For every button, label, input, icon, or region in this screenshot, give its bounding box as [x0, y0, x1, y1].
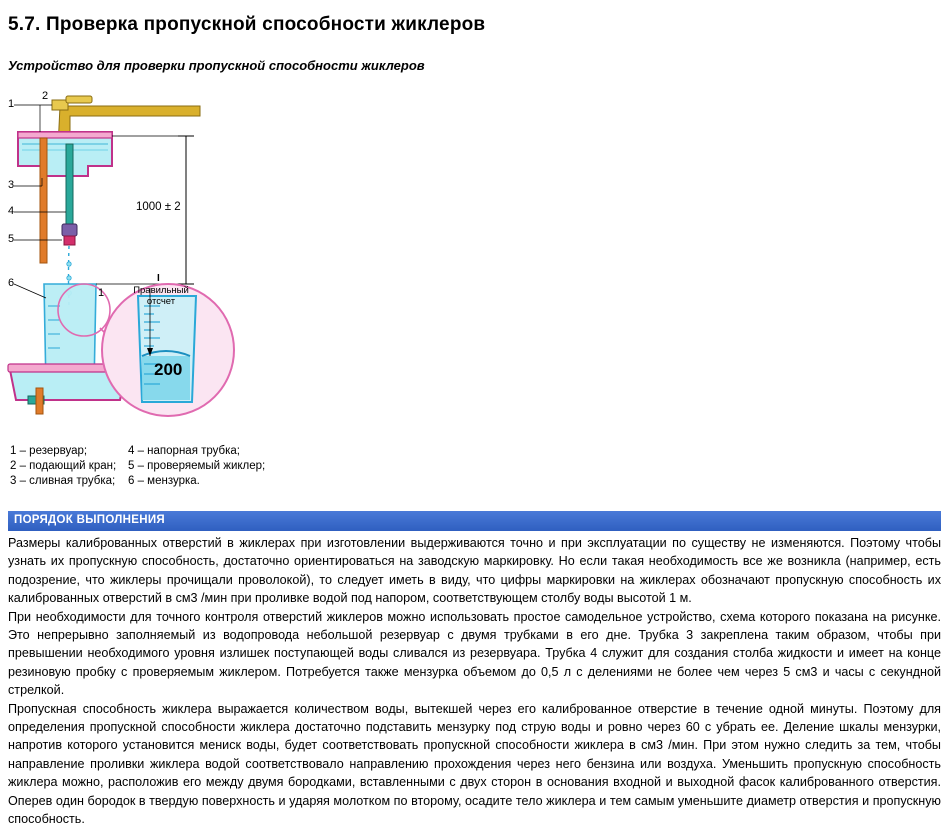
page-title: 5.7. Проверка пропускной способности жиклеров	[8, 14, 486, 35]
procedure-paragraph: Пропускная способность жиклера выражается количеством воды, вытекшей через его калиброванное отверстие в течение одной минуты. Поэтому для определения пропускной способности жиклера достаточно подставить мензурку под струю воды и ровно через 60 с убрать ее. Деление шкалы мензурки, напротив которого установится мениск воды, будет соответствовать пропускной способности жиклера в см3 /мин. При этом нужно следить за тем, чтобы направление проливки жиклера водой соответствовало направлению прохождения через него бензина или воздуха. Уменьшить пропускную способность жиклера можно, расположив его между двумя бородками, вставленными с двух сторон в основания входной и выходной фасок калиброванного отверстия. Оперев один бородок в твердую поверхность и ударяя молотком по второму, осадите тело жиклера и тем самым уменьшите диаметр отверстия и пропускную способность.	[8, 701, 941, 827]
legend-column-left	[10, 444, 128, 489]
figure-legend	[10, 444, 330, 489]
figure-callout-4: 4	[8, 205, 15, 217]
legend-item: 5 – проверяемый жиклер;	[128, 460, 266, 472]
legend-item: 1 – резервуар;	[10, 445, 88, 457]
dimension-label: 1000 ± 2	[136, 201, 181, 213]
figure-callout-3: 3	[8, 179, 15, 191]
procedure-body	[8, 534, 941, 829]
figure-callout-2: 2	[42, 90, 49, 102]
figure-callout-1: 1	[8, 98, 15, 110]
legend-item: 4 – напорная трубка;	[128, 445, 240, 457]
magnifier-pointer-label: 1	[98, 287, 105, 299]
legend-item: 3 – сливная трубка;	[10, 475, 116, 487]
figure-callout-6: 6	[8, 277, 15, 289]
figure-caption-title: Устройство для проверки пропускной способности жиклеров	[8, 58, 425, 73]
meniscus-label-line1: Правильный	[133, 285, 189, 296]
apparatus-figure	[0, 88, 290, 428]
legend-column-right	[128, 444, 308, 489]
procedure-paragraph: При необходимости для точного контроля отверстий жиклеров можно использовать простое самодельное устройство, схема которого показана на рисунке. Это непрерывно заполняемый из водопровода небольшой резервуар с двумя трубками в его дне. Трубка 3 закреплена таким образом, чтобы при превышении необходимого уровня излишек поступающей воды сливался из резервуара. Трубка 4 служит для создания столба жидкости и имеет на конце резиновую пробку с проверяемым жиклером. Потребуется также мензурка объемом до 0,5 л с делениями не более чем через 5 см3 и часы с секундной стрелкой.	[8, 609, 941, 698]
procedure-paragraph: Размеры калиброванных отверстий в жиклерах при изготовлении выдерживаются точно и при эксплуатации по существу не изменяются. Поэтому чтобы узнать их пропускную способность, достаточно ориентироваться на заводскую маркировку. Но если такая необходимость все же возникла (например, есть подозрение, что жиклеры прочищали проволокой), то следует иметь в виду, что цифры маркировки на жиклерах обозначают пропускную способность их калиброванных отверстий в см3 /мин при проливке водой под напором, соответствующем столбу воды высотой 1 м.	[8, 536, 941, 606]
meniscus-label-line2: отсчет	[146, 296, 176, 307]
legend-item: 2 – подающий кран;	[10, 460, 117, 472]
procedure-header: ПОРЯДОК ВЫПОЛНЕНИЯ	[8, 511, 941, 531]
meniscus-mark: I	[157, 273, 160, 284]
cup-reading-value: 200	[154, 360, 183, 379]
figure-callout-5: 5	[8, 233, 15, 245]
legend-item: 6 – мензурка.	[128, 475, 200, 487]
